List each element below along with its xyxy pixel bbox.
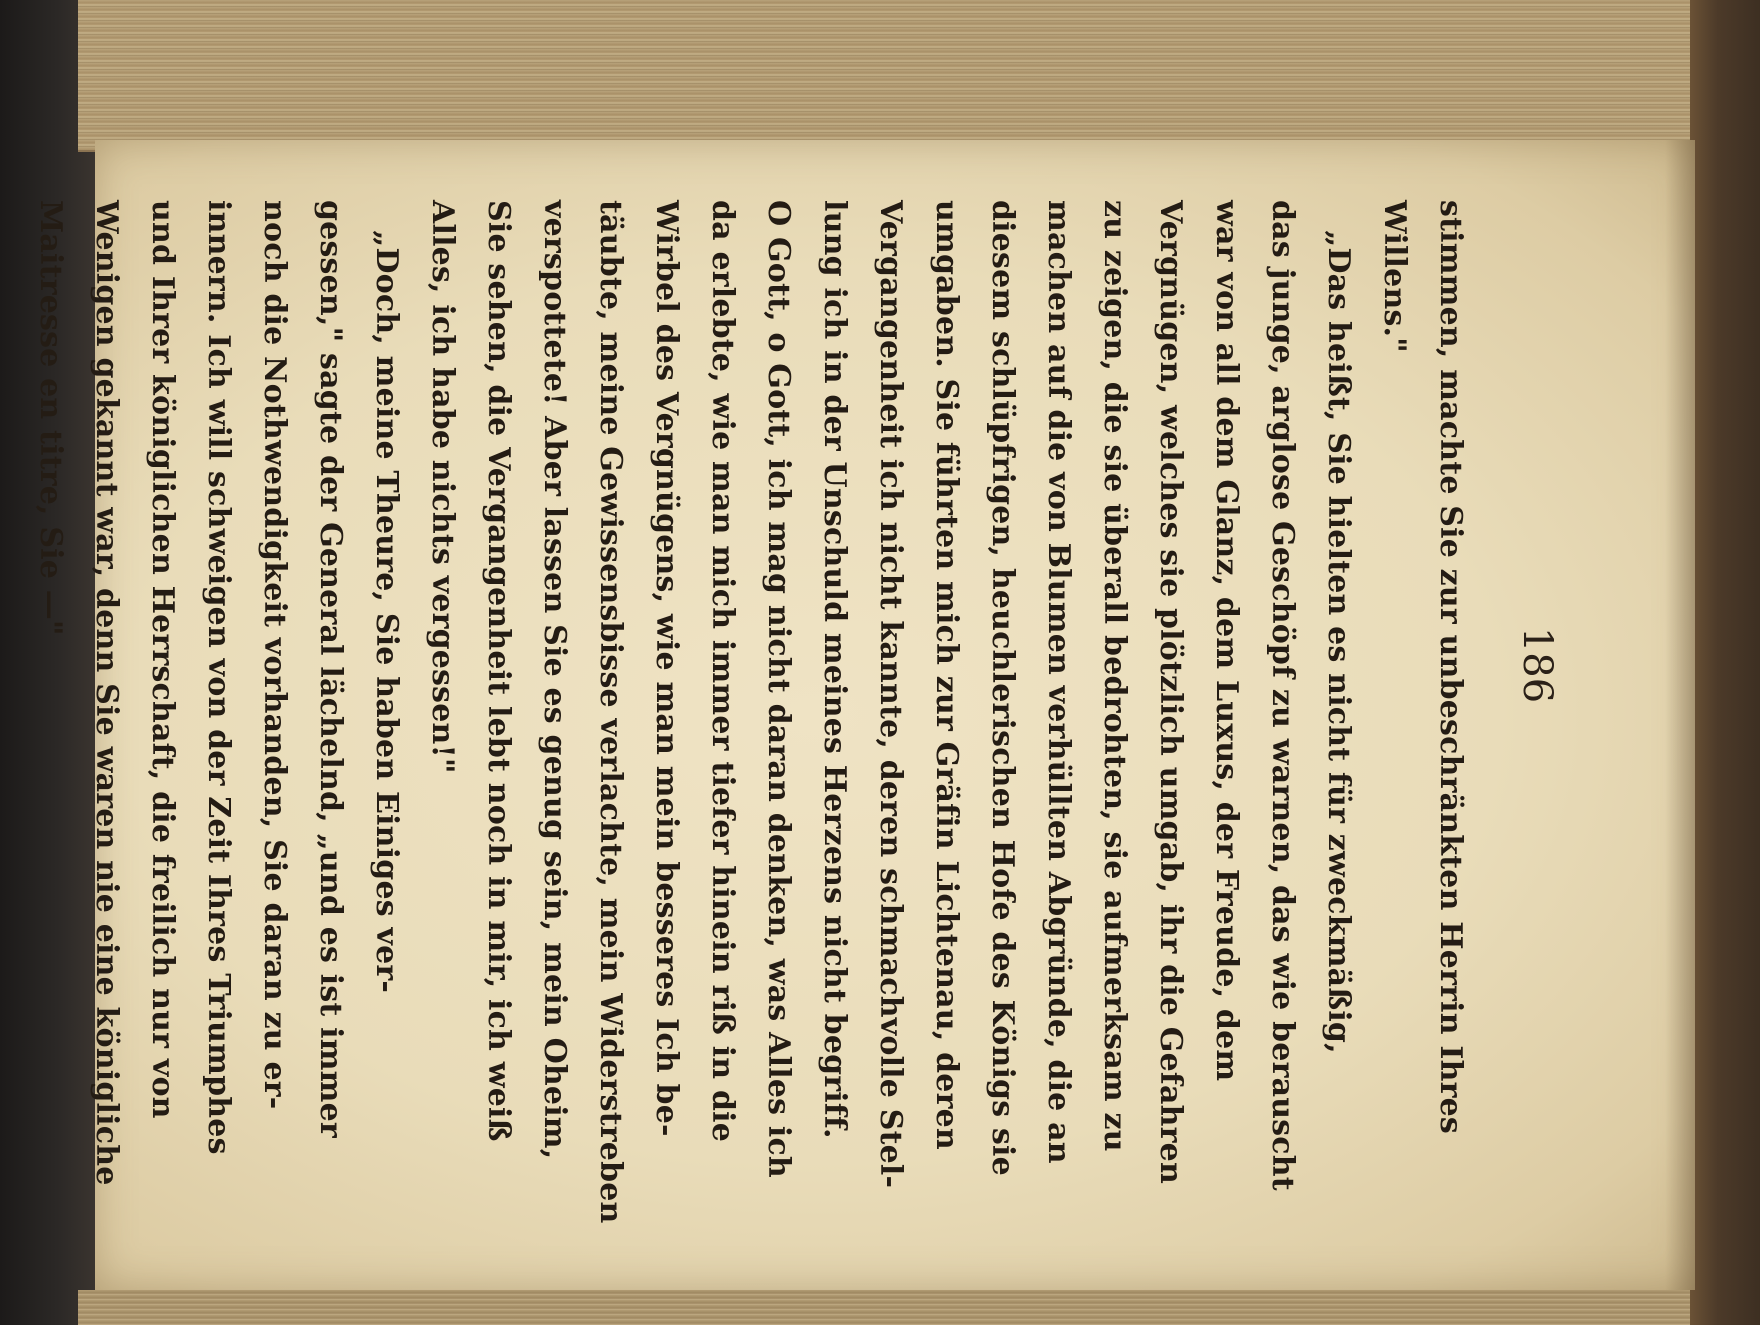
text-line: Vergangenheit ich nicht kannte, deren schmachvolle Stel- <box>873 200 908 1189</box>
text-line: Alles, ich habe nichts vergessen!" <box>425 200 460 774</box>
page-edges-top <box>78 0 1718 152</box>
text-line: Sie sehen, die Vergangenheit lebt noch in mir, ich weiß <box>481 200 516 1142</box>
text-line: war von all dem Glanz, dem Luxus, der Freude, dem <box>1209 200 1244 1082</box>
text-line: diesem schlüpfrigen, heuchlerischen Hofe des Königs sie <box>985 200 1020 1176</box>
text-line: umgaben. Sie führten mich zur Gräfin Lichtenau, deren <box>929 200 964 1150</box>
text-line: da erlebte, wie man mich immer tiefer hinein riß in die <box>705 200 740 1143</box>
text-line: innern. Ich will schweigen von der Zeit Ihres Triumphes <box>201 200 236 1155</box>
text-line: „Doch, meine Theure, Sie haben Einiges ver- <box>369 230 404 994</box>
page-edges-bottom <box>78 1290 1718 1325</box>
text-line: O Gott, o Gott, ich mag nicht daran denken, was Alles ich <box>761 200 796 1178</box>
text-line: verspottete! Aber lassen Sie es genug sein, mein Oheim, <box>537 200 572 1160</box>
book-spine-right <box>1690 0 1760 1325</box>
page-number: 186 <box>1514 626 1560 704</box>
text-line: täubte, meine Gewissensbisse verlachte, mein Widerstreben <box>593 200 628 1224</box>
text-line: Wirbel des Vergnügens, wie man mein besseres Ich be- <box>649 200 684 1137</box>
text-line: Wenigen gekannt war, denn Sie waren nie eine königliche <box>89 200 124 1186</box>
text-line: das junge, arglose Geschöpf zu warnen, das wie berauscht <box>1265 200 1300 1191</box>
text-line: zu zeigen, die sie überall bedrohten, sie aufmerksam zu <box>1097 200 1132 1152</box>
text-line: Maitresse en titre, Sie —" <box>33 200 68 636</box>
text-line: noch die Nothwendigkeit vorhanden, Sie daran zu er- <box>257 200 292 1110</box>
text-line: lung ich in der Unschuld meines Herzens nicht begriff. <box>817 200 852 1139</box>
text-line: machen auf die von Blumen verhüllten Abgründe, die an <box>1041 200 1076 1164</box>
gutter-shadow <box>1665 140 1695 1290</box>
printed-text-block <box>22 200 1560 1224</box>
text-line: „Das heißt, Sie hielten es nicht für zweckmäßig, <box>1321 230 1356 1054</box>
text-line: Vergnügen, welches sie plötzlich umgab, ihr die Gefahren <box>1153 200 1188 1184</box>
text-line: Willens." <box>1377 200 1412 354</box>
text-line: und Ihrer königlichen Herrschaft, die freilich nur von <box>145 200 180 1119</box>
text-line: gessen," sagte der General lächelnd, „und es ist immer <box>313 200 348 1138</box>
text-line: stimmen, machte Sie zur unbeschränkten Herrin Ihres <box>1433 200 1468 1134</box>
